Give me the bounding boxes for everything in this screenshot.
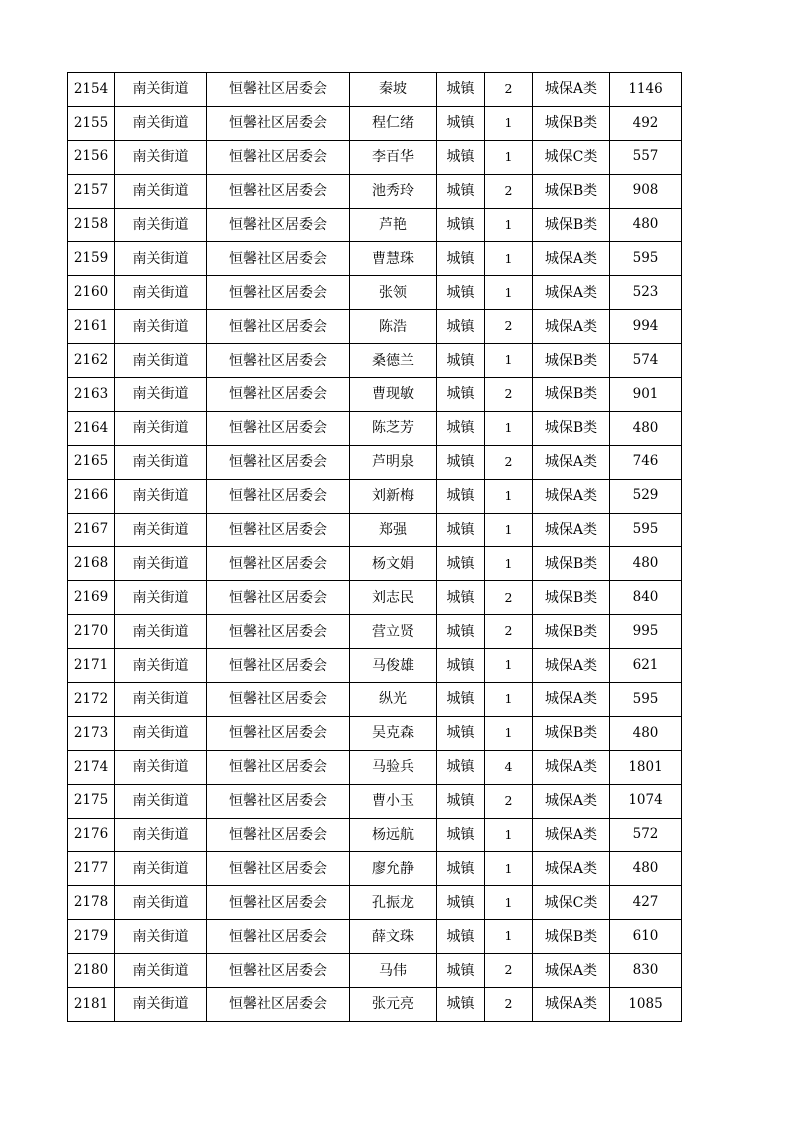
amount-cell: 994	[610, 310, 682, 344]
insurance-class-cell: 城保A类	[533, 242, 610, 276]
street-cell: 南关街道	[115, 242, 207, 276]
insurance-class-cell: 城保A类	[533, 852, 610, 886]
area-type-cell: 城镇	[437, 750, 485, 784]
table-row	[68, 649, 682, 683]
insurance-class-cell: 城保B类	[533, 716, 610, 750]
household-count-cell: 1	[485, 920, 533, 954]
household-count-cell: 1	[485, 886, 533, 920]
record-number-cell: 2169	[68, 581, 115, 615]
community-cell: 恒馨社区居委会	[207, 73, 350, 107]
amount-cell: 840	[610, 581, 682, 615]
data-table	[67, 72, 682, 1022]
area-type-cell: 城镇	[437, 513, 485, 547]
name-cell: 池秀玲	[350, 174, 437, 208]
community-cell: 恒馨社区居委会	[207, 818, 350, 852]
household-count-cell: 2	[485, 988, 533, 1022]
record-number-cell: 2161	[68, 310, 115, 344]
street-cell: 南关街道	[115, 852, 207, 886]
insurance-class-cell: 城保A类	[533, 784, 610, 818]
household-count-cell: 1	[485, 683, 533, 717]
amount-cell: 480	[610, 852, 682, 886]
name-cell: 孔振龙	[350, 886, 437, 920]
household-count-cell: 2	[485, 174, 533, 208]
insurance-class-cell: 城保B类	[533, 208, 610, 242]
name-cell: 程仁绪	[350, 106, 437, 140]
community-cell: 恒馨社区居委会	[207, 174, 350, 208]
name-cell: 纵光	[350, 683, 437, 717]
community-cell: 恒馨社区居委会	[207, 615, 350, 649]
record-number-cell: 2162	[68, 344, 115, 378]
area-type-cell: 城镇	[437, 208, 485, 242]
record-number-cell: 2154	[68, 73, 115, 107]
amount-cell: 480	[610, 547, 682, 581]
record-number-cell: 2176	[68, 818, 115, 852]
household-count-cell: 2	[485, 784, 533, 818]
area-type-cell: 城镇	[437, 479, 485, 513]
record-number-cell: 2158	[68, 208, 115, 242]
name-cell: 芦艳	[350, 208, 437, 242]
household-count-cell: 1	[485, 344, 533, 378]
insurance-class-cell: 城保A类	[533, 683, 610, 717]
record-number-cell: 2180	[68, 954, 115, 988]
household-count-cell: 1	[485, 547, 533, 581]
insurance-class-cell: 城保B类	[533, 411, 610, 445]
street-cell: 南关街道	[115, 445, 207, 479]
street-cell: 南关街道	[115, 479, 207, 513]
table-row	[68, 547, 682, 581]
record-number-cell: 2167	[68, 513, 115, 547]
table-row	[68, 716, 682, 750]
table-row	[68, 988, 682, 1022]
area-type-cell: 城镇	[437, 344, 485, 378]
table-row	[68, 886, 682, 920]
street-cell: 南关街道	[115, 73, 207, 107]
area-type-cell: 城镇	[437, 581, 485, 615]
street-cell: 南关街道	[115, 174, 207, 208]
household-count-cell: 2	[485, 954, 533, 988]
insurance-class-cell: 城保A类	[533, 818, 610, 852]
table-row	[68, 581, 682, 615]
street-cell: 南关街道	[115, 784, 207, 818]
community-cell: 恒馨社区居委会	[207, 750, 350, 784]
table-row	[68, 276, 682, 310]
area-type-cell: 城镇	[437, 310, 485, 344]
record-number-cell: 2166	[68, 479, 115, 513]
amount-cell: 492	[610, 106, 682, 140]
household-count-cell: 2	[485, 615, 533, 649]
insurance-class-cell: 城保B类	[533, 106, 610, 140]
community-cell: 恒馨社区居委会	[207, 988, 350, 1022]
record-number-cell: 2155	[68, 106, 115, 140]
amount-cell: 427	[610, 886, 682, 920]
name-cell: 陈芝芳	[350, 411, 437, 445]
name-cell: 秦坡	[350, 73, 437, 107]
amount-cell: 901	[610, 378, 682, 412]
name-cell: 张领	[350, 276, 437, 310]
name-cell: 廖允静	[350, 852, 437, 886]
name-cell: 曹现敏	[350, 378, 437, 412]
amount-cell: 480	[610, 208, 682, 242]
amount-cell: 529	[610, 479, 682, 513]
record-number-cell: 2172	[68, 683, 115, 717]
insurance-class-cell: 城保A类	[533, 513, 610, 547]
table-row	[68, 344, 682, 378]
amount-cell: 574	[610, 344, 682, 378]
household-count-cell: 1	[485, 513, 533, 547]
community-cell: 恒馨社区居委会	[207, 242, 350, 276]
table-row	[68, 852, 682, 886]
name-cell: 芦明泉	[350, 445, 437, 479]
area-type-cell: 城镇	[437, 140, 485, 174]
area-type-cell: 城镇	[437, 784, 485, 818]
street-cell: 南关街道	[115, 581, 207, 615]
area-type-cell: 城镇	[437, 954, 485, 988]
table-row	[68, 818, 682, 852]
amount-cell: 610	[610, 920, 682, 954]
area-type-cell: 城镇	[437, 242, 485, 276]
street-cell: 南关街道	[115, 954, 207, 988]
insurance-class-cell: 城保C类	[533, 140, 610, 174]
name-cell: 郑强	[350, 513, 437, 547]
community-cell: 恒馨社区居委会	[207, 208, 350, 242]
name-cell: 杨远航	[350, 818, 437, 852]
table-row	[68, 750, 682, 784]
table-row	[68, 615, 682, 649]
street-cell: 南关街道	[115, 886, 207, 920]
record-number-cell: 2177	[68, 852, 115, 886]
area-type-cell: 城镇	[437, 411, 485, 445]
table-row	[68, 683, 682, 717]
community-cell: 恒馨社区居委会	[207, 547, 350, 581]
amount-cell: 557	[610, 140, 682, 174]
community-cell: 恒馨社区居委会	[207, 479, 350, 513]
table-body	[68, 73, 682, 1022]
household-count-cell: 2	[485, 310, 533, 344]
insurance-class-cell: 城保A类	[533, 445, 610, 479]
street-cell: 南关街道	[115, 310, 207, 344]
name-cell: 马伟	[350, 954, 437, 988]
table-row	[68, 208, 682, 242]
community-cell: 恒馨社区居委会	[207, 106, 350, 140]
insurance-class-cell: 城保A类	[533, 750, 610, 784]
community-cell: 恒馨社区居委会	[207, 513, 350, 547]
name-cell: 曹慧珠	[350, 242, 437, 276]
street-cell: 南关街道	[115, 683, 207, 717]
record-number-cell: 2175	[68, 784, 115, 818]
record-number-cell: 2165	[68, 445, 115, 479]
insurance-class-cell: 城保A类	[533, 276, 610, 310]
street-cell: 南关街道	[115, 920, 207, 954]
street-cell: 南关街道	[115, 378, 207, 412]
street-cell: 南关街道	[115, 513, 207, 547]
table-row	[68, 479, 682, 513]
household-count-cell: 2	[485, 581, 533, 615]
insurance-class-cell: 城保A类	[533, 649, 610, 683]
record-number-cell: 2171	[68, 649, 115, 683]
record-number-cell: 2168	[68, 547, 115, 581]
area-type-cell: 城镇	[437, 818, 485, 852]
area-type-cell: 城镇	[437, 547, 485, 581]
insurance-class-cell: 城保B类	[533, 615, 610, 649]
record-number-cell: 2157	[68, 174, 115, 208]
amount-cell: 595	[610, 513, 682, 547]
insurance-class-cell: 城保B类	[533, 344, 610, 378]
amount-cell: 908	[610, 174, 682, 208]
area-type-cell: 城镇	[437, 649, 485, 683]
insurance-class-cell: 城保B类	[533, 920, 610, 954]
street-cell: 南关街道	[115, 208, 207, 242]
table-row	[68, 378, 682, 412]
area-type-cell: 城镇	[437, 886, 485, 920]
community-cell: 恒馨社区居委会	[207, 954, 350, 988]
table-row	[68, 310, 682, 344]
record-number-cell: 2179	[68, 920, 115, 954]
household-count-cell: 2	[485, 378, 533, 412]
area-type-cell: 城镇	[437, 174, 485, 208]
community-cell: 恒馨社区居委会	[207, 716, 350, 750]
name-cell: 薛文珠	[350, 920, 437, 954]
area-type-cell: 城镇	[437, 852, 485, 886]
household-count-cell: 1	[485, 649, 533, 683]
name-cell: 马俊雄	[350, 649, 437, 683]
insurance-class-cell: 城保A类	[533, 954, 610, 988]
name-cell: 桑德兰	[350, 344, 437, 378]
household-count-cell: 1	[485, 852, 533, 886]
amount-cell: 746	[610, 445, 682, 479]
household-count-cell: 2	[485, 445, 533, 479]
community-cell: 恒馨社区居委会	[207, 411, 350, 445]
street-cell: 南关街道	[115, 818, 207, 852]
street-cell: 南关街道	[115, 344, 207, 378]
name-cell: 曹小玉	[350, 784, 437, 818]
household-count-cell: 1	[485, 716, 533, 750]
table-row	[68, 445, 682, 479]
community-cell: 恒馨社区居委会	[207, 344, 350, 378]
area-type-cell: 城镇	[437, 615, 485, 649]
amount-cell: 480	[610, 411, 682, 445]
amount-cell: 1146	[610, 73, 682, 107]
amount-cell: 1085	[610, 988, 682, 1022]
amount-cell: 1074	[610, 784, 682, 818]
table-row	[68, 784, 682, 818]
community-cell: 恒馨社区居委会	[207, 140, 350, 174]
insurance-class-cell: 城保A类	[533, 310, 610, 344]
area-type-cell: 城镇	[437, 73, 485, 107]
insurance-class-cell: 城保B类	[533, 581, 610, 615]
community-cell: 恒馨社区居委会	[207, 445, 350, 479]
name-cell: 李百华	[350, 140, 437, 174]
area-type-cell: 城镇	[437, 683, 485, 717]
record-number-cell: 2156	[68, 140, 115, 174]
household-count-cell: 1	[485, 208, 533, 242]
name-cell: 吴克森	[350, 716, 437, 750]
area-type-cell: 城镇	[437, 378, 485, 412]
insurance-class-cell: 城保A类	[533, 479, 610, 513]
community-cell: 恒馨社区居委会	[207, 920, 350, 954]
household-count-cell: 1	[485, 411, 533, 445]
community-cell: 恒馨社区居委会	[207, 581, 350, 615]
household-count-cell: 2	[485, 73, 533, 107]
area-type-cell: 城镇	[437, 716, 485, 750]
community-cell: 恒馨社区居委会	[207, 310, 350, 344]
street-cell: 南关街道	[115, 988, 207, 1022]
amount-cell: 595	[610, 242, 682, 276]
table-row	[68, 242, 682, 276]
insurance-class-cell: 城保B类	[533, 547, 610, 581]
name-cell: 刘新梅	[350, 479, 437, 513]
street-cell: 南关街道	[115, 649, 207, 683]
amount-cell: 572	[610, 818, 682, 852]
record-number-cell: 2170	[68, 615, 115, 649]
insurance-class-cell: 城保B类	[533, 174, 610, 208]
name-cell: 刘志民	[350, 581, 437, 615]
table-row	[68, 513, 682, 547]
insurance-class-cell: 城保A类	[533, 988, 610, 1022]
community-cell: 恒馨社区居委会	[207, 683, 350, 717]
amount-cell: 1801	[610, 750, 682, 784]
street-cell: 南关街道	[115, 276, 207, 310]
community-cell: 恒馨社区居委会	[207, 886, 350, 920]
household-count-cell: 1	[485, 479, 533, 513]
community-cell: 恒馨社区居委会	[207, 378, 350, 412]
household-count-cell: 1	[485, 276, 533, 310]
area-type-cell: 城镇	[437, 276, 485, 310]
table-row	[68, 73, 682, 107]
insurance-class-cell: 城保A类	[533, 73, 610, 107]
community-cell: 恒馨社区居委会	[207, 276, 350, 310]
record-number-cell: 2181	[68, 988, 115, 1022]
name-cell: 陈浩	[350, 310, 437, 344]
record-number-cell: 2174	[68, 750, 115, 784]
name-cell: 杨文娟	[350, 547, 437, 581]
amount-cell: 621	[610, 649, 682, 683]
record-number-cell: 2178	[68, 886, 115, 920]
area-type-cell: 城镇	[437, 920, 485, 954]
street-cell: 南关街道	[115, 716, 207, 750]
area-type-cell: 城镇	[437, 988, 485, 1022]
street-cell: 南关街道	[115, 411, 207, 445]
table-row	[68, 174, 682, 208]
name-cell: 张元亮	[350, 988, 437, 1022]
street-cell: 南关街道	[115, 750, 207, 784]
area-type-cell: 城镇	[437, 106, 485, 140]
insurance-class-cell: 城保C类	[533, 886, 610, 920]
community-cell: 恒馨社区居委会	[207, 852, 350, 886]
table-row	[68, 954, 682, 988]
amount-cell: 595	[610, 683, 682, 717]
street-cell: 南关街道	[115, 547, 207, 581]
household-count-cell: 1	[485, 106, 533, 140]
amount-cell: 523	[610, 276, 682, 310]
area-type-cell: 城镇	[437, 445, 485, 479]
name-cell: 营立贤	[350, 615, 437, 649]
community-cell: 恒馨社区居委会	[207, 649, 350, 683]
record-number-cell: 2173	[68, 716, 115, 750]
table-row	[68, 106, 682, 140]
street-cell: 南关街道	[115, 106, 207, 140]
amount-cell: 480	[610, 716, 682, 750]
household-count-cell: 4	[485, 750, 533, 784]
name-cell: 马验兵	[350, 750, 437, 784]
household-count-cell: 1	[485, 140, 533, 174]
table-row	[68, 140, 682, 174]
table-row	[68, 920, 682, 954]
record-number-cell: 2160	[68, 276, 115, 310]
household-count-cell: 1	[485, 818, 533, 852]
community-cell: 恒馨社区居委会	[207, 784, 350, 818]
record-number-cell: 2163	[68, 378, 115, 412]
amount-cell: 995	[610, 615, 682, 649]
table-row	[68, 411, 682, 445]
household-count-cell: 1	[485, 242, 533, 276]
insurance-class-cell: 城保B类	[533, 378, 610, 412]
record-number-cell: 2164	[68, 411, 115, 445]
record-number-cell: 2159	[68, 242, 115, 276]
street-cell: 南关街道	[115, 140, 207, 174]
street-cell: 南关街道	[115, 615, 207, 649]
amount-cell: 830	[610, 954, 682, 988]
